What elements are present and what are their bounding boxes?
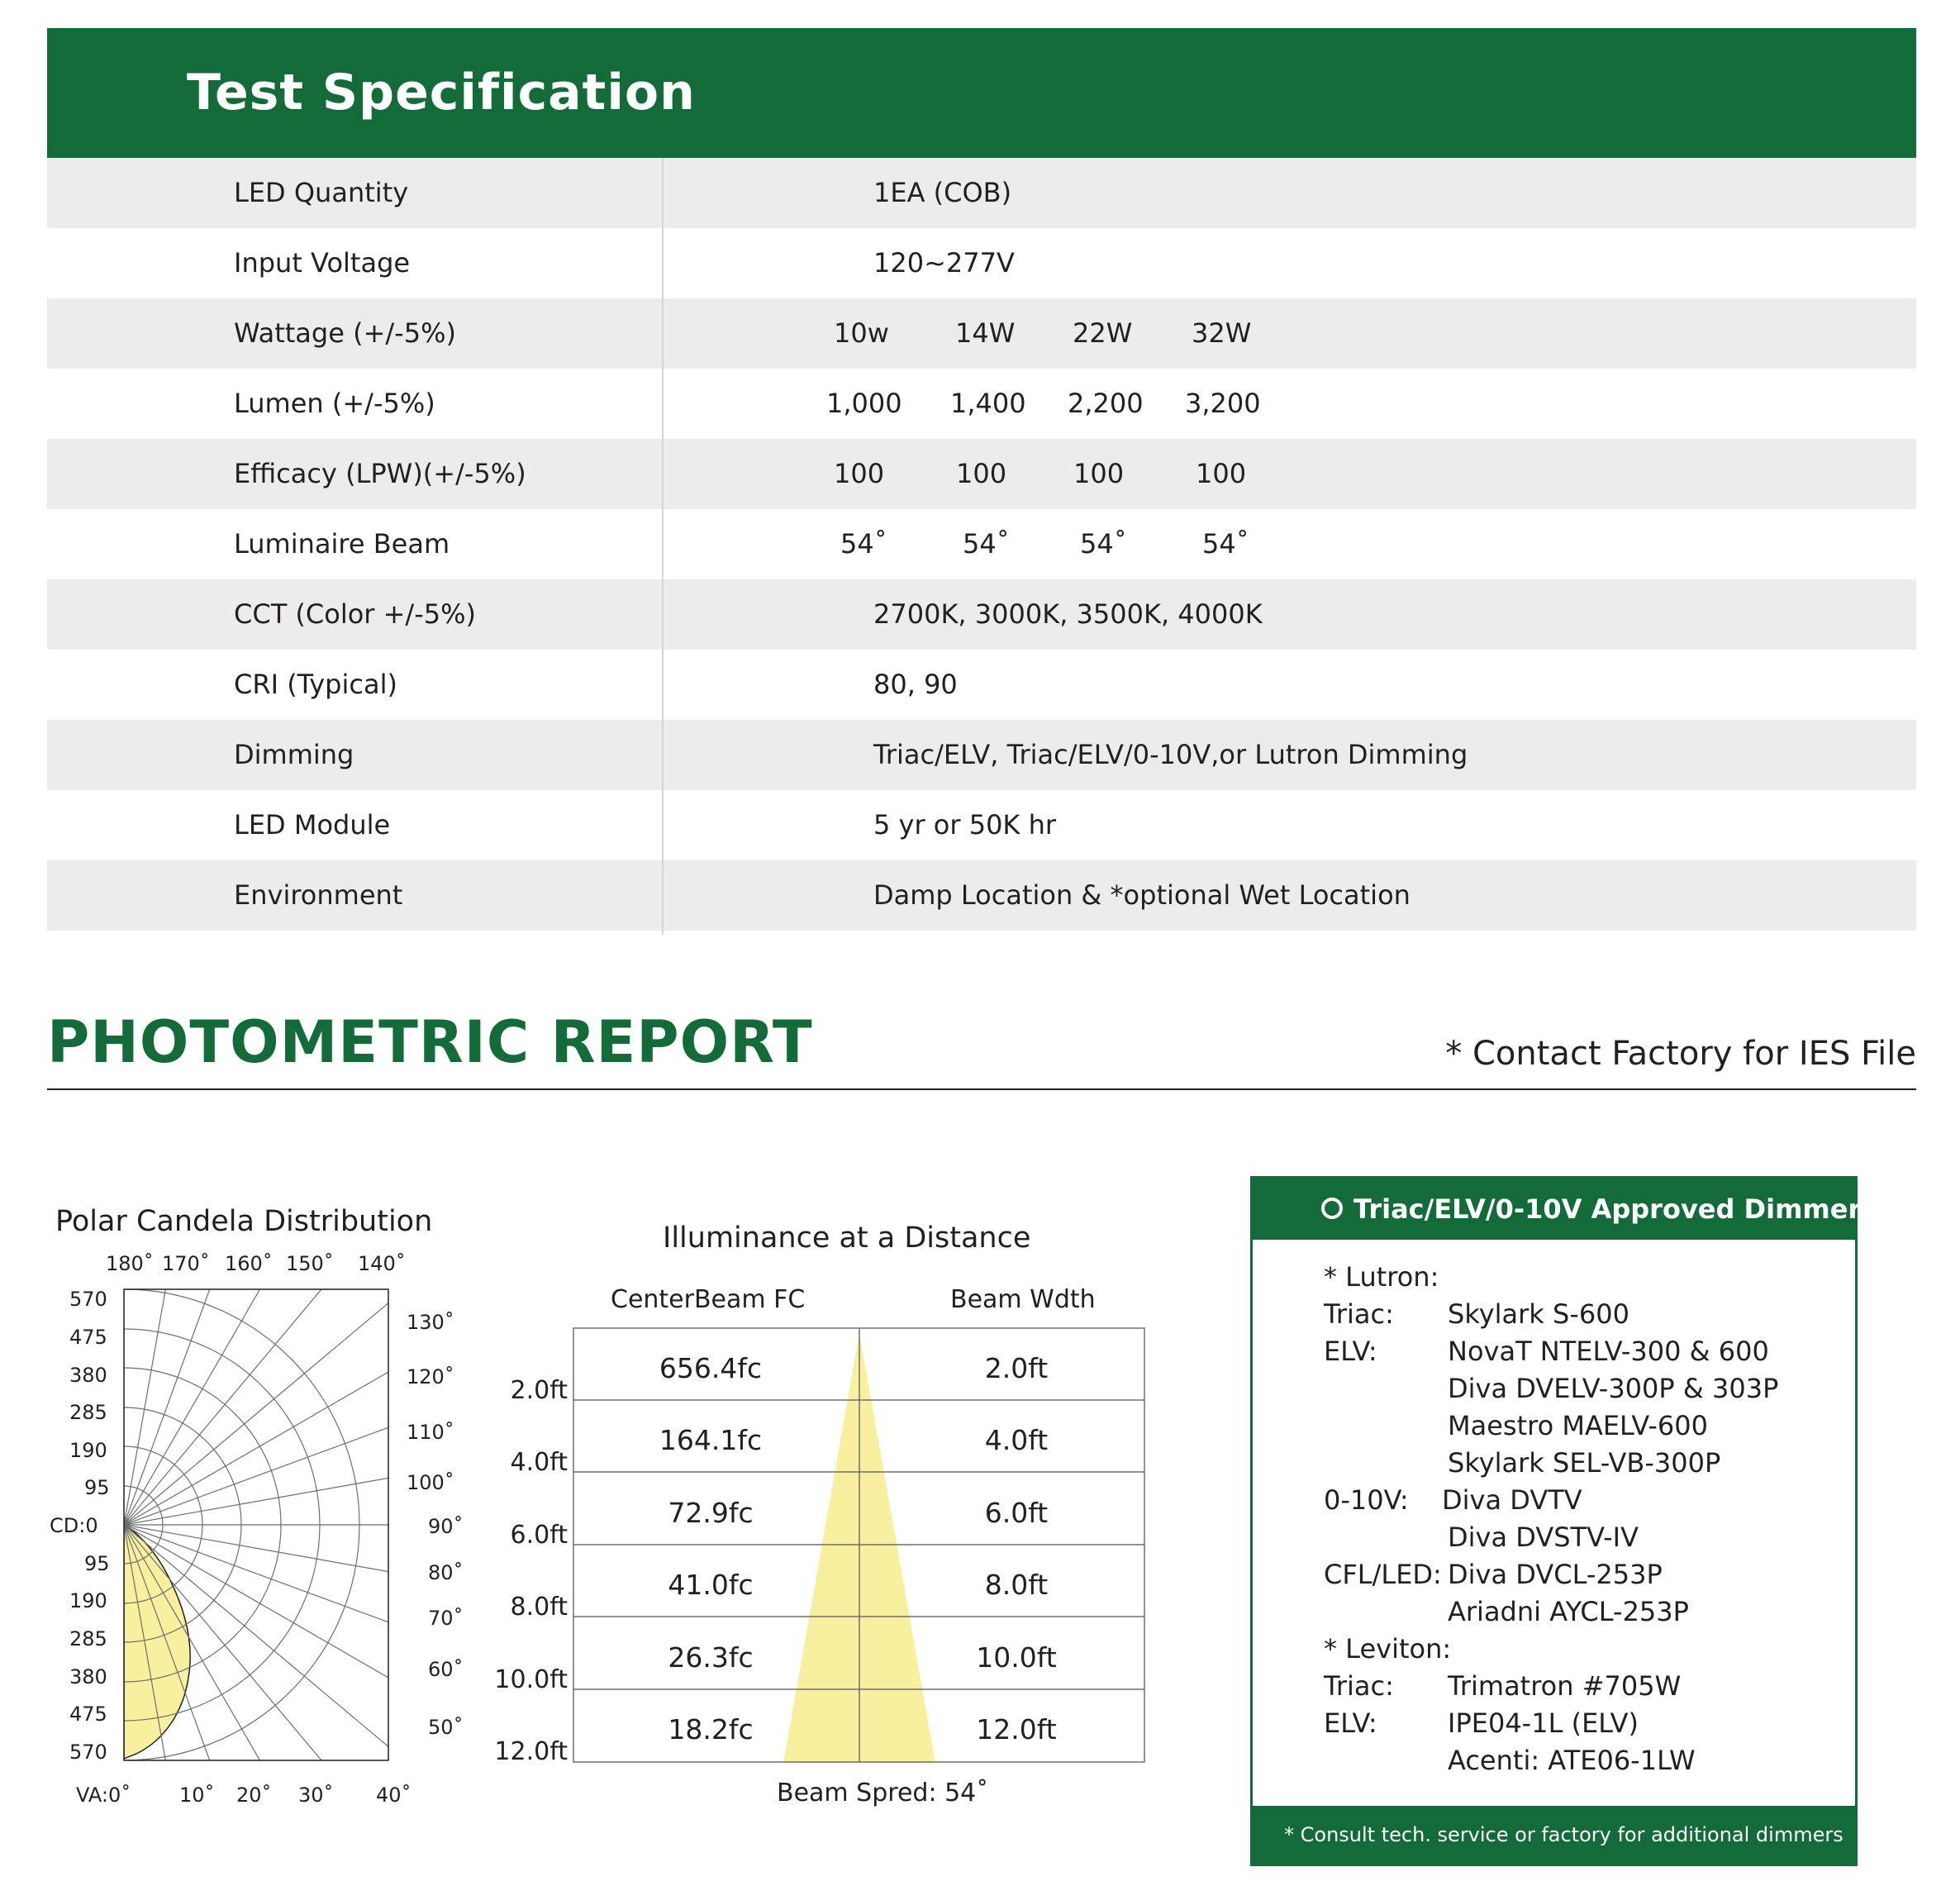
candela-label: 380 [69, 1665, 107, 1688]
candela-label: 570 [69, 1741, 107, 1764]
spec-row-wattage [47, 298, 1916, 369]
dimmer-model: Diva DVSTV-IV [1448, 1522, 1639, 1553]
spec-label: Wattage (+/-5%) [234, 317, 456, 349]
center-beam-fc: 72.9fc [668, 1497, 754, 1529]
spec-value: Damp Location & *optional Wet Location [873, 879, 1411, 911]
distance-label: 8.0ft [510, 1593, 568, 1622]
illuminance-title: Illuminance at a Distance [663, 1222, 1031, 1255]
candela-label: 380 [69, 1364, 107, 1387]
spec-row-led-module [47, 790, 1916, 860]
spec-value: Triac/ELV, Triac/ELV/0-10V,or Lutron Dimming [873, 739, 1468, 770]
polar-angle-label: 60˚ [428, 1658, 464, 1681]
spec-row-cct [47, 579, 1916, 650]
center-beam-fc: 26.3fc [668, 1641, 754, 1674]
polar-angle-label: 160˚ [225, 1252, 273, 1275]
spec-label: LED Quantity [234, 177, 409, 208]
polar-angle-label: 140˚ [358, 1252, 406, 1275]
illuminance-grid [573, 1328, 1144, 1762]
spec-cell: 54˚ [1080, 528, 1127, 560]
beam-width-value: 8.0ft [984, 1569, 1049, 1601]
ies-file-note: * Contact Factory for IES File [1445, 1035, 1916, 1073]
beam-width-header: Beam Wdth [950, 1285, 1096, 1314]
polar-candela-chart [116, 1281, 397, 1769]
beam-spread-label: Beam Spred: 54˚ [777, 1779, 989, 1807]
dimmer-type: CFL/LED: [1324, 1559, 1442, 1590]
dimmer-model: Trimatron #705W [1448, 1670, 1682, 1702]
lutron-heading: * Lutron: [1324, 1261, 1439, 1293]
dimmer-type: 0-10V: [1324, 1484, 1409, 1516]
polar-angle-label: 40˚ [376, 1784, 412, 1807]
center-beam-fc: 656.4fc [659, 1352, 763, 1384]
spec-label: CRI (Typical) [234, 669, 397, 700]
spec-cell: 10w [834, 317, 889, 349]
center-beam-fc: 18.2fc [668, 1713, 754, 1746]
spec-cell: 22W [1073, 317, 1133, 349]
polar-angle-label: 120˚ [407, 1365, 454, 1388]
spec-row-input-voltage [47, 228, 1916, 298]
candela-label: 285 [69, 1627, 107, 1650]
dimmer-type: ELV: [1324, 1707, 1377, 1739]
dimmer-model: Skylark SEL-VB-300P [1448, 1447, 1721, 1479]
distance-label: 10.0ft [494, 1665, 568, 1694]
spec-label: Input Voltage [234, 247, 411, 279]
dimmer-model: Skylark S-600 [1448, 1298, 1629, 1330]
spec-row-led-quantity [47, 158, 1916, 228]
dimmer-model: IPE04-1L (ELV) [1448, 1707, 1639, 1739]
dimmer-model: NovaT NTELV-300 & 600 [1448, 1336, 1769, 1367]
dimmer-type: Triac: [1324, 1298, 1394, 1330]
spec-label: Dimming [234, 739, 354, 770]
leviton-heading: * Leviton: [1324, 1633, 1452, 1665]
dimmer-model: Diva DVTV [1442, 1484, 1582, 1516]
candela-label: 95 [84, 1552, 110, 1575]
polar-angle-label: 100˚ [407, 1471, 454, 1494]
circle-bullet-icon [1321, 1198, 1343, 1219]
spec-cell: 32W [1192, 317, 1252, 349]
spec-cell: 1,400 [950, 388, 1026, 419]
distance-label: 4.0ft [510, 1448, 568, 1477]
spec-row-environment [47, 860, 1916, 931]
illuminance-table-graphic [572, 1326, 1148, 1765]
dimmers-title: Triac/ELV/0-10V Approved Dimmers [1353, 1193, 1877, 1225]
polar-angle-label: 70˚ [428, 1607, 464, 1630]
spec-cell: 100 [1196, 458, 1247, 489]
distance-label: 6.0ft [510, 1521, 568, 1550]
photometric-title: PHOTOMETRIC REPORT [47, 1008, 813, 1076]
polar-angle-label: 130˚ [407, 1311, 454, 1334]
spec-title: Test Specification [187, 64, 696, 121]
center-beam-fc: 164.1fc [659, 1424, 763, 1456]
spec-label: LED Module [234, 809, 391, 841]
spec-cell: 54˚ [840, 528, 887, 560]
spec-value: 1EA (COB) [873, 177, 1012, 208]
candela-label: 570 [69, 1288, 107, 1311]
spec-cell: 54˚ [963, 528, 1010, 560]
spec-cell: 100 [834, 458, 885, 489]
dimmers-footer-note: * Consult tech. service or factory for additional dimmers [1284, 1823, 1843, 1846]
spec-label: Lumen (+/-5%) [234, 388, 435, 419]
dimmer-model: Diva DVCL-253P [1448, 1559, 1663, 1590]
polar-angle-label: 150˚ [286, 1252, 334, 1275]
distance-label: 12.0ft [494, 1737, 568, 1766]
spec-label: CCT (Color +/-5%) [234, 598, 476, 630]
dimmer-model: Acenti: ATE06-1LW [1448, 1745, 1696, 1776]
dimmer-model: Ariadni AYCL-253P [1448, 1596, 1689, 1627]
dimmer-type: ELV: [1324, 1336, 1377, 1367]
candela-label: 285 [69, 1401, 107, 1424]
spec-value: 5 yr or 50K hr [873, 809, 1057, 841]
spec-row-lumen [47, 369, 1916, 439]
dimmer-model: Maestro MAELV-600 [1448, 1410, 1708, 1441]
polar-angle-label: 30˚ [298, 1784, 334, 1807]
spec-label: Luminaire Beam [234, 528, 450, 560]
spec-cell: 100 [956, 458, 1007, 489]
photometric-rule [47, 1088, 1916, 1090]
spec-value: 2700K, 3000K, 3500K, 4000K [873, 598, 1263, 630]
candela-label: 475 [69, 1326, 107, 1349]
candela-label: 190 [69, 1589, 107, 1612]
spec-value: 80, 90 [873, 669, 958, 700]
spec-cell: 100 [1073, 458, 1125, 489]
spec-cell: 14W [955, 317, 1016, 349]
candela-zero-label: CD:0 [50, 1514, 98, 1537]
beam-width-value: 10.0ft [976, 1641, 1057, 1674]
spec-value: 120~277V [873, 247, 1015, 279]
spec-cell: 1,000 [826, 388, 902, 419]
spec-column-divider [662, 158, 664, 935]
dimmer-type: Triac: [1324, 1670, 1394, 1702]
spec-row-luminaire-beam [47, 509, 1916, 579]
center-beam-fc: 41.0fc [668, 1569, 754, 1601]
beam-width-value: 12.0ft [976, 1713, 1057, 1746]
polar-angle-label: 10˚ [179, 1784, 215, 1807]
spec-cell: 3,200 [1185, 388, 1261, 419]
candela-label: 95 [84, 1476, 110, 1499]
spec-label: Efficacy (LPW)(+/-5%) [234, 458, 526, 489]
beam-width-value: 4.0ft [984, 1424, 1049, 1456]
beam-width-value: 2.0ft [984, 1352, 1049, 1384]
polar-angle-label: 170˚ [162, 1252, 210, 1275]
polar-angle-label: 110˚ [407, 1421, 454, 1444]
candela-label: 475 [69, 1703, 107, 1726]
polar-title: Polar Candela Distribution [55, 1205, 433, 1238]
spec-row-efficacy [47, 439, 1916, 509]
spec-cell: 54˚ [1202, 528, 1249, 560]
beam-width-value: 6.0ft [984, 1497, 1049, 1529]
polar-angle-label: 50˚ [428, 1716, 464, 1739]
polar-angle-label: 20˚ [236, 1784, 272, 1807]
dimmer-model: Diva DVELV-300P & 303P [1448, 1373, 1779, 1404]
candela-label: 190 [69, 1439, 107, 1462]
polar-angle-label: VA:0˚ [76, 1784, 131, 1807]
polar-angle-label: 180˚ [106, 1252, 154, 1275]
distance-label: 2.0ft [510, 1376, 568, 1405]
polar-angle-label: 90˚ [428, 1515, 464, 1538]
spec-row-cri [47, 650, 1916, 720]
center-beam-header: CenterBeam FC [611, 1285, 806, 1314]
spec-cell: 2,200 [1068, 388, 1144, 419]
spec-row-dimming [47, 720, 1916, 790]
polar-angle-label: 80˚ [428, 1561, 464, 1584]
spec-label: Environment [234, 879, 403, 911]
